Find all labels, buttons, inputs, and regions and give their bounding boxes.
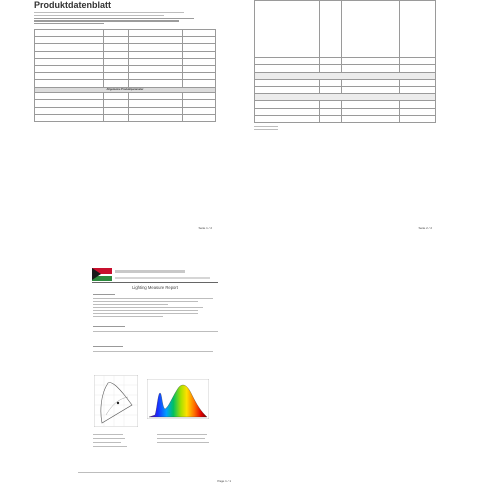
header-divider xyxy=(92,282,218,283)
datasheet-page-1 xyxy=(34,0,216,236)
measure-report-page xyxy=(77,258,233,487)
spectral-distribution-chart xyxy=(147,379,209,419)
datasheet-title: Produktdatenblatt xyxy=(34,0,112,10)
company-name xyxy=(115,270,185,273)
company-subtitle xyxy=(115,277,210,279)
intro-text xyxy=(34,12,216,29)
page-number-3: Page 1 / 1 xyxy=(217,479,231,483)
section-color-params xyxy=(93,294,115,295)
datasheet-table-1 xyxy=(34,29,216,122)
company-logo xyxy=(92,268,112,281)
footnotes xyxy=(254,126,436,133)
datasheet-table-2 xyxy=(254,0,436,123)
datasheet-page-2 xyxy=(254,0,436,236)
cie-chromaticity-diagram xyxy=(94,375,138,427)
page-number-1: Seite 1 / 2 xyxy=(198,226,212,230)
section-header-general: Allgemeine Produktparameter xyxy=(35,87,216,93)
report-title: Lighting Measure Report xyxy=(132,285,178,290)
page-number-2: Seite 2 / 2 xyxy=(418,226,432,230)
